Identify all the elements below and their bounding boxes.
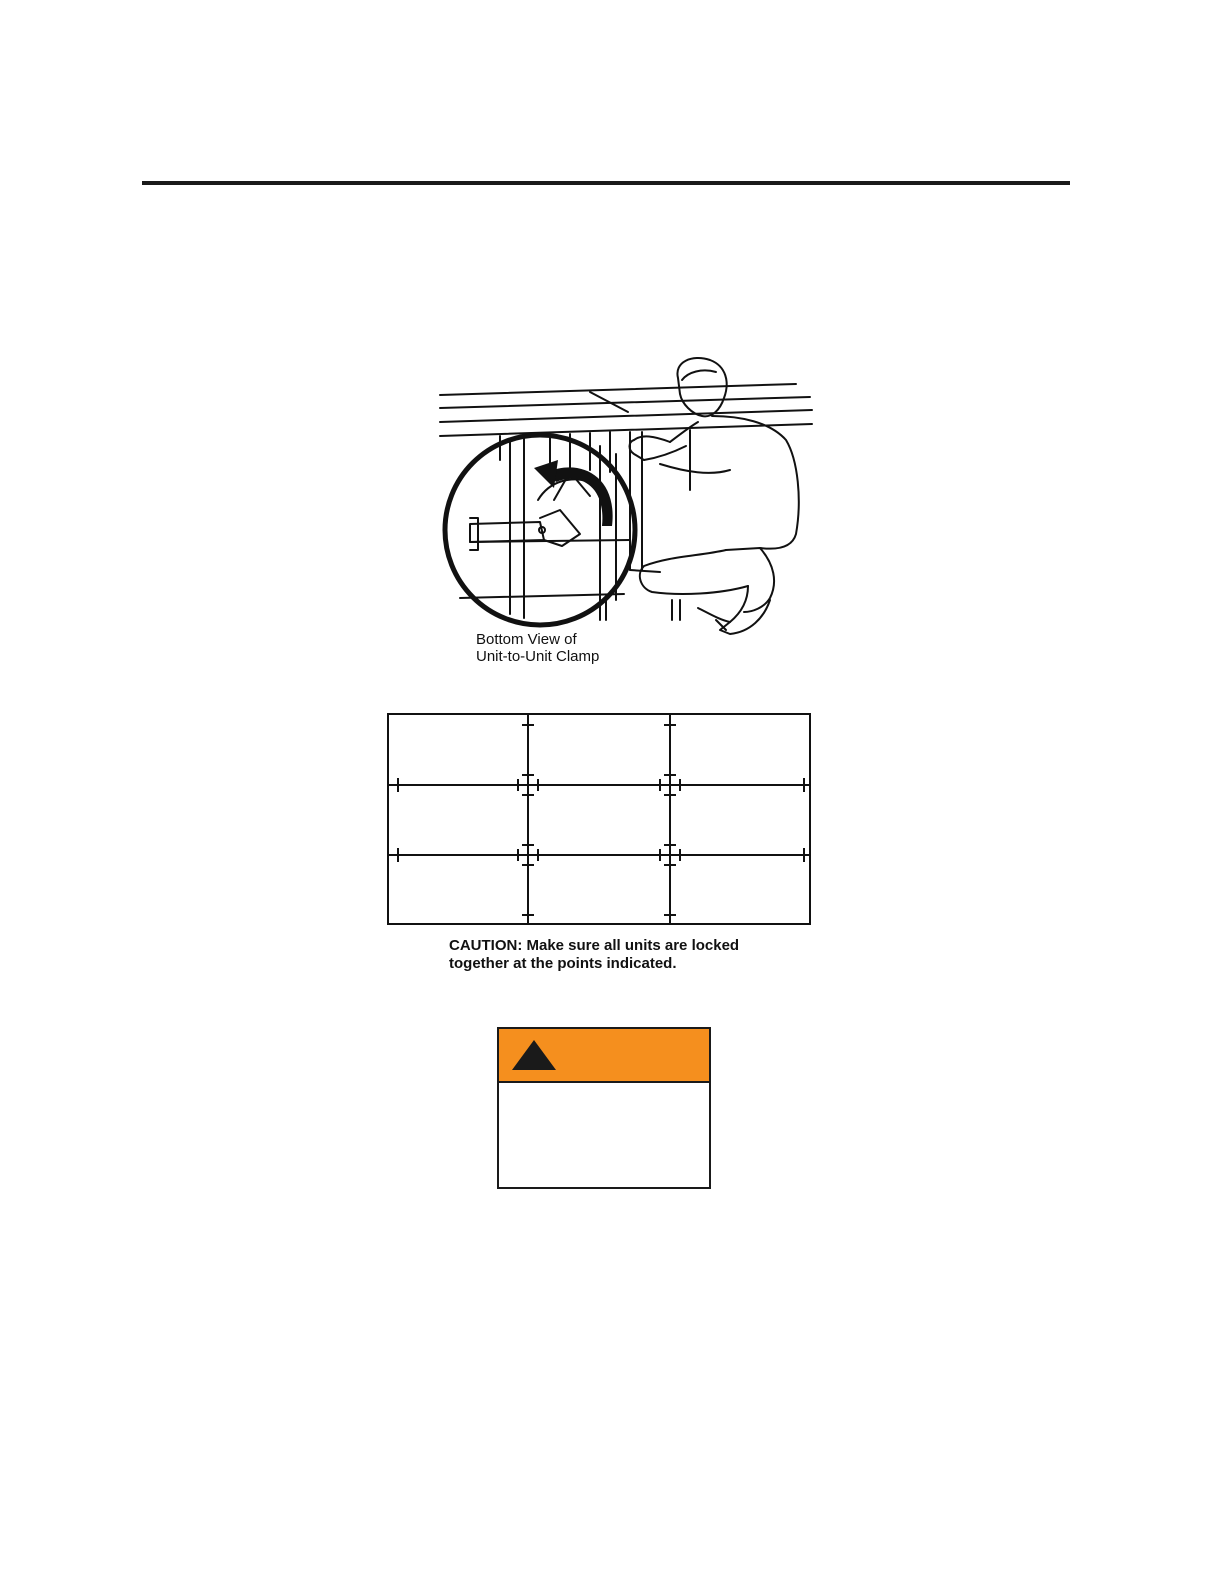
warning-triangle-icon	[511, 1039, 557, 1071]
diagram-frame	[388, 714, 810, 924]
figure-caption-line1: Bottom View of	[476, 631, 577, 648]
caution-line1: CAUTION: Make sure all units are locked	[449, 937, 740, 954]
caution-line2: together at the points indicated.	[449, 955, 677, 972]
warning-label	[497, 1027, 711, 1189]
caution-note	[449, 937, 739, 973]
warning-label-header	[499, 1029, 709, 1083]
figure-caption	[476, 631, 599, 665]
header-rule	[142, 181, 1070, 185]
clamp-illustration	[430, 350, 820, 640]
figure-caption-line2: Unit-to-Unit Clamp	[476, 648, 600, 665]
lock-point-diagram	[385, 711, 815, 929]
